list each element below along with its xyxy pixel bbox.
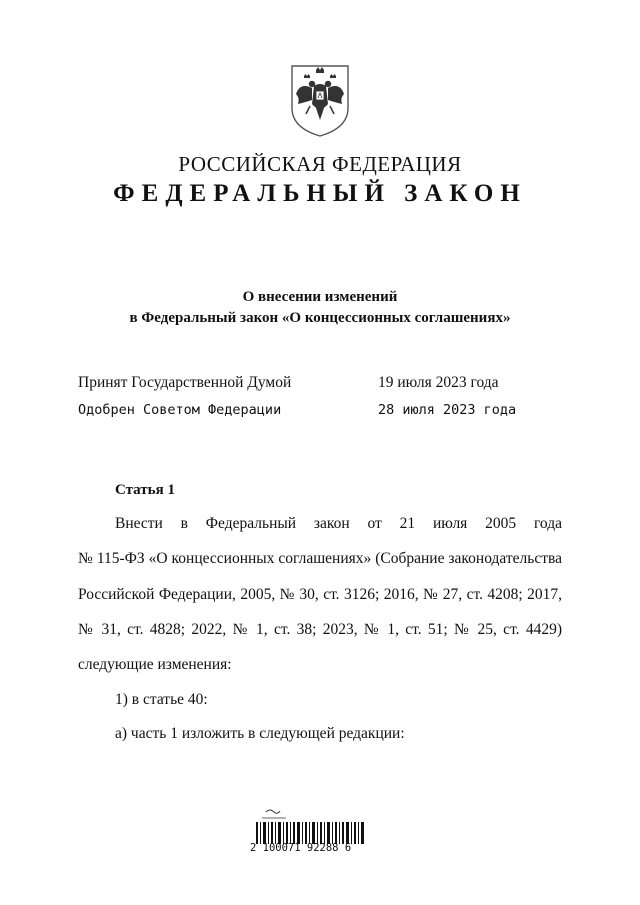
item-1: 1) в статье 40: bbox=[115, 691, 208, 708]
council-date: 28 июля 2023 года bbox=[378, 402, 517, 418]
duma-date: 19 июля 2023 года bbox=[378, 374, 499, 391]
article-body-line-5: следующие изменения: bbox=[78, 656, 232, 673]
article-body-line-1: Внести в Федеральный закон от 21 июля 2005 года bbox=[115, 515, 562, 532]
adoption-duma-row bbox=[78, 374, 499, 392]
coat-of-arms-icon bbox=[288, 64, 352, 138]
article-body-line-4: № 31, ст. 4828; 2022, № 1, ст. 38; 2023, № 1, ст. 51; № 25, ст. 4429) bbox=[78, 621, 562, 638]
law-type-heading: ФЕДЕРАЛЬНЫЙ ЗАКОН bbox=[113, 180, 527, 207]
law-title bbox=[0, 287, 640, 329]
council-label: Одобрен Советом Федерации bbox=[78, 402, 282, 418]
country-name: РОССИЙСКАЯ ФЕДЕРАЦИЯ bbox=[178, 152, 462, 176]
adoption-council-row bbox=[78, 402, 517, 418]
law-title-line-1: О внесении изменений bbox=[242, 289, 398, 305]
law-title-line-2: в Федеральный закон «О концессионных соглашениях» bbox=[129, 310, 511, 326]
article-body-line-3: Российской Федерации, 2005, № 30, ст. 3126; 2016, № 27, ст. 4208; 2017, bbox=[78, 586, 562, 603]
duma-label: Принят Государственной Думой bbox=[78, 374, 292, 391]
barcode-number: 2 100071 92288 6 bbox=[250, 842, 352, 854]
item-1a: а) часть 1 изложить в следующей редакции: bbox=[115, 725, 405, 742]
article-heading: Статья 1 bbox=[115, 482, 175, 498]
article-body-line-2: № 115-ФЗ «О концессионных соглашениях» (Собрание законодательства bbox=[78, 550, 562, 567]
